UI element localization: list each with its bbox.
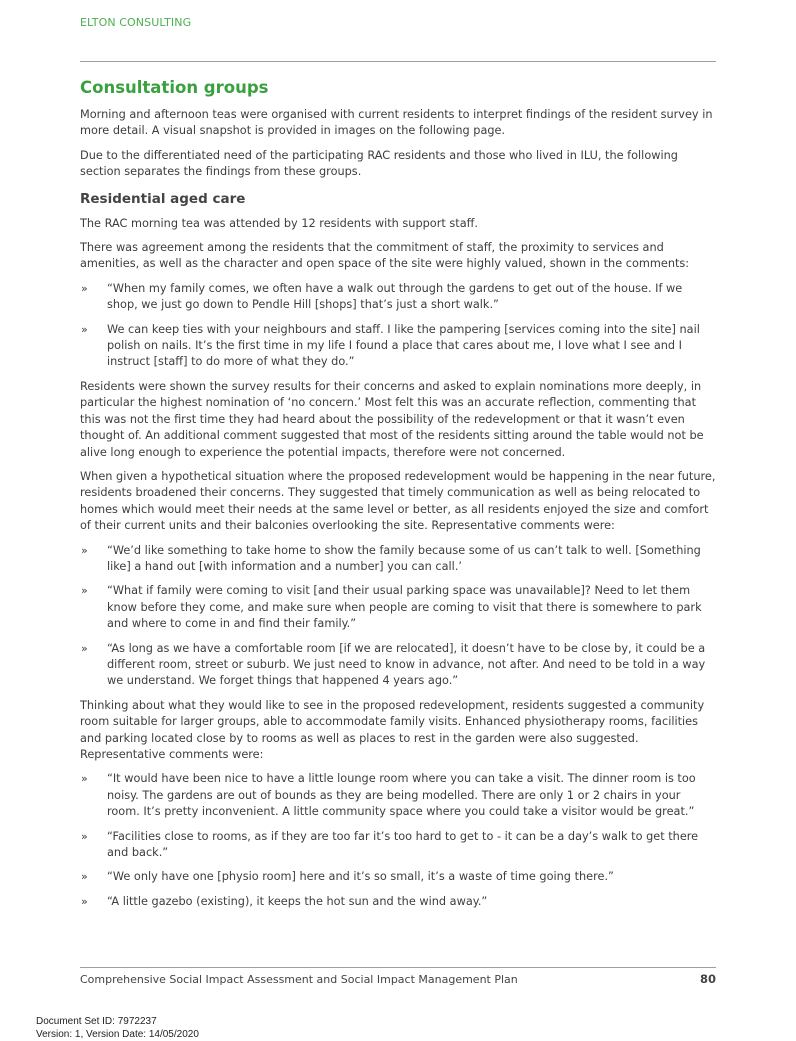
quote-text: “We’d like something to take home to show the family because some of us can’t talk to well. [Something like] a hand out [with information and a number] you can call.’ bbox=[107, 543, 701, 573]
quote-bullet bbox=[80, 543, 716, 576]
document-set-id: Document Set ID: 7972237 bbox=[36, 1016, 157, 1027]
bullet-marker: » bbox=[81, 584, 88, 598]
bullet-marker: » bbox=[81, 772, 88, 786]
header-organization: ELTON CONSULTING bbox=[80, 16, 192, 29]
quote-bullet bbox=[80, 869, 716, 885]
document-metadata bbox=[36, 1015, 199, 1041]
paragraph: The RAC morning tea was attended by 12 residents with support staff. bbox=[80, 216, 478, 230]
quote-bullet bbox=[80, 894, 716, 910]
quote-text: “As long as we have a comfortable room [if we are relocated], it doesn’t have to be close by, it could be a different room, street or suburb. We just need to know in advance, not after. And need to be told in a way we understand. We forget things that happened 4 years ago.” bbox=[107, 641, 706, 688]
subsection-title-rac: Residential aged care bbox=[80, 190, 246, 207]
intro-paragraph: Due to the differentiated need of the participating RAC residents and those who lived in ILU, the following section separates the findings from these groups. bbox=[80, 148, 678, 179]
bullet-marker: » bbox=[81, 829, 88, 843]
bullet-marker: » bbox=[81, 894, 88, 908]
page-content bbox=[80, 78, 716, 918]
paragraph: Residents were shown the survey results for their concerns and asked to explain nominations more deeply, in particular the highest nomination of ‘no concern.’ Most felt this was an accurate reflection, commenting that this was not the first time they had heard about the possibility of the redevelopment or that it wasn’t even thought of. An additional comment suggested that most of the residents sitting around the table would not be alive long enough to experience the potential impacts, therefore were not concerned. bbox=[80, 379, 704, 459]
quote-text: “We only have one [physio room] here and it’s so small, it’s a waste of time going there.” bbox=[107, 870, 614, 884]
quote-text: “A little gazebo (existing), it keeps the hot sun and the wind away.” bbox=[107, 894, 488, 908]
quote-text: “When my family comes, we often have a walk out through the gardens to get out of the house. If we shop, we just go down to Pendle Hill [shops] that’s just a short walk.” bbox=[107, 281, 683, 312]
intro-paragraph: Morning and afternoon teas were organised with current residents to interpret findings of the resident survey in more detail. A visual snapshot is provided in images on the following page. bbox=[80, 108, 713, 138]
bullet-marker: » bbox=[81, 641, 88, 655]
paragraph: When given a hypothetical situation where the proposed redevelopment would be happening in the near future, residents broadened their concerns. They suggested that timely communication as well as being relocated to homes which would meet their needs at the same level or better, as all residents enjoyed the size and comfort of their current units and their balconies overlooking the site. Representative comments were: bbox=[80, 469, 716, 533]
quote-bullet bbox=[80, 281, 716, 314]
page-number: 80 bbox=[699, 972, 716, 986]
footer-divider bbox=[80, 967, 716, 968]
section-title: Consultation groups bbox=[80, 78, 269, 97]
quote-bullet bbox=[80, 641, 716, 690]
document-version: Version: 1, Version Date: 14/05/2020 bbox=[36, 1029, 199, 1040]
bullet-marker: » bbox=[81, 322, 88, 336]
paragraph: There was agreement among the residents that the commitment of staff, the proximity to services and amenities, as well as the character and open space of the site were highly valued, shown in the comments: bbox=[80, 241, 690, 271]
footer-document-title: Comprehensive Social Impact Assessment and Social Impact Management Plan bbox=[80, 973, 518, 986]
paragraph: Thinking about what they would like to see in the proposed redevelopment, residents suggested a community room suitable for larger groups, able to accommodate family visits. Enhanced physiotherapy rooms, facilities and parking located close by to rooms as well as places to rest in the garden were also suggested. Representative comments were: bbox=[80, 698, 705, 761]
bullet-marker: » bbox=[81, 870, 88, 884]
quote-text: “Facilities close to rooms, as if they are too far it’s too hard to get to - it can be a day’s walk to get there and back.” bbox=[107, 829, 699, 860]
quote-text: “It would have been nice to have a little lounge room where you can take a visit. The dinner room is too noisy. The gardens are out of bounds as they are being modelled. There are only 1 or 2 chairs in your room. It’s pretty inconvenient. A little community space where you could take a visitor would be great.” bbox=[107, 772, 696, 819]
quote-bullet bbox=[80, 829, 716, 862]
quote-text: We can keep ties with your neighbours and staff. I like the pampering [services coming into the site] nail polish on nails. It’s the first time in my life I found a place that cares about me, I love what I see and I instruct [staff] to do more of what they do.” bbox=[107, 322, 700, 369]
quote-bullet bbox=[80, 583, 716, 632]
quote-bullet bbox=[80, 322, 716, 371]
bullet-marker: » bbox=[81, 281, 88, 295]
header-divider bbox=[80, 61, 716, 62]
quote-text: “What if family were coming to visit [and their usual parking space was unavailable]? Need to let them know before they come, and make sure when people are coming to visit that there is somewhere to park and where to come in and find their family.” bbox=[107, 584, 702, 631]
quote-bullet bbox=[80, 771, 716, 820]
bullet-marker: » bbox=[81, 543, 88, 557]
